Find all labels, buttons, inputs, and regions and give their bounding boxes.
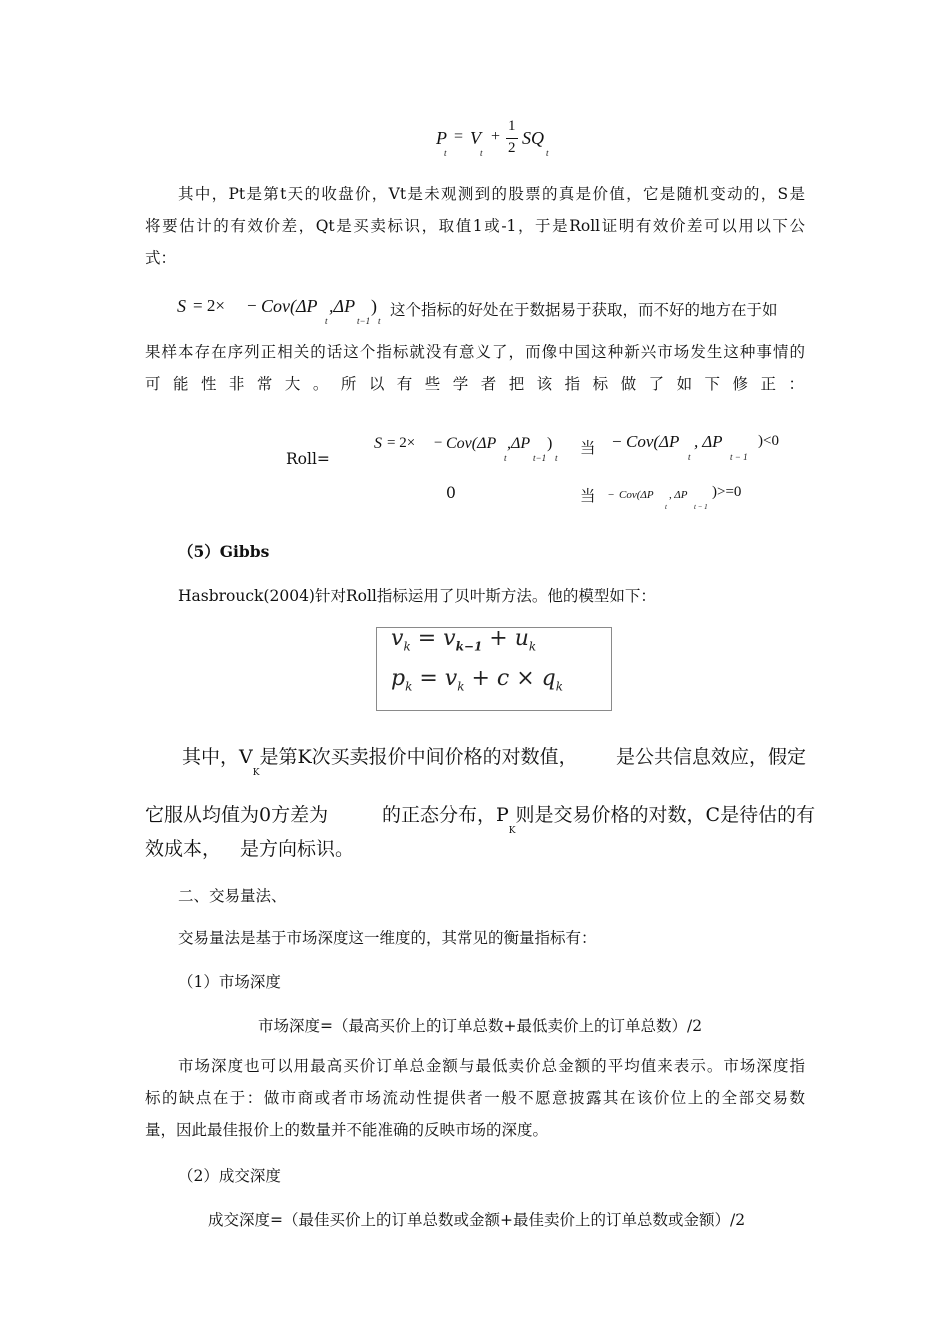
roll-case-1-when: 当 <box>580 439 596 457</box>
roll-case-2-condition: − Cov(ΔP t , ΔP t − 1 )>=0 <box>608 484 742 511</box>
heading-trade-depth: （2）成交深度 <box>178 1167 281 1185</box>
roll-case-2-when: 当 <box>580 487 596 505</box>
roll-case-1: S = 2× − Cov(ΔP t ,ΔP t−1 ) t <box>374 435 558 463</box>
heading-market-depth: （1）市场深度 <box>178 973 281 991</box>
formula-trade-depth: 成交深度=（最佳买价上的订单总数或金额+最佳卖价上的订单总数或金额）/2 <box>208 1211 746 1229</box>
heading-gibbs: （5）Gibbs <box>178 542 270 561</box>
gibbs-intro: Hasbrouck(2004)针对Roll指标运用了贝叶斯方法。他的模型如下： <box>178 587 656 605</box>
roll-case-2-value: 0 <box>446 484 456 502</box>
section-intro-volume: 交易量法是基于市场深度这一维度的，其常见的衡量指标有： <box>178 929 597 947</box>
section-heading-volume: 二、交易量法、 <box>178 887 287 905</box>
roll-case-1-condition: − Cov(ΔP t , ΔP t − 1 )<0 <box>612 432 779 462</box>
equation-roll-spread: S = 2× − Cov(ΔP t ,ΔP t−1 ) t <box>177 296 381 326</box>
equation-roll-comment: 这个指标的好处在于数据易于获取，而不好的地方在于如 <box>390 301 778 319</box>
roll-label: Roll= <box>286 450 330 468</box>
equation-price: P t = V t + 1 2 SQ t <box>436 118 549 158</box>
formula-market-depth: 市场深度=（最高买价上的订单总数+最低卖价上的订单总数）/2 <box>258 1017 703 1035</box>
gibbs-model-figure: $v_k = v_{k-1} + u_k$ $p_k = v_k + c \times q_k$ <box>376 627 612 711</box>
